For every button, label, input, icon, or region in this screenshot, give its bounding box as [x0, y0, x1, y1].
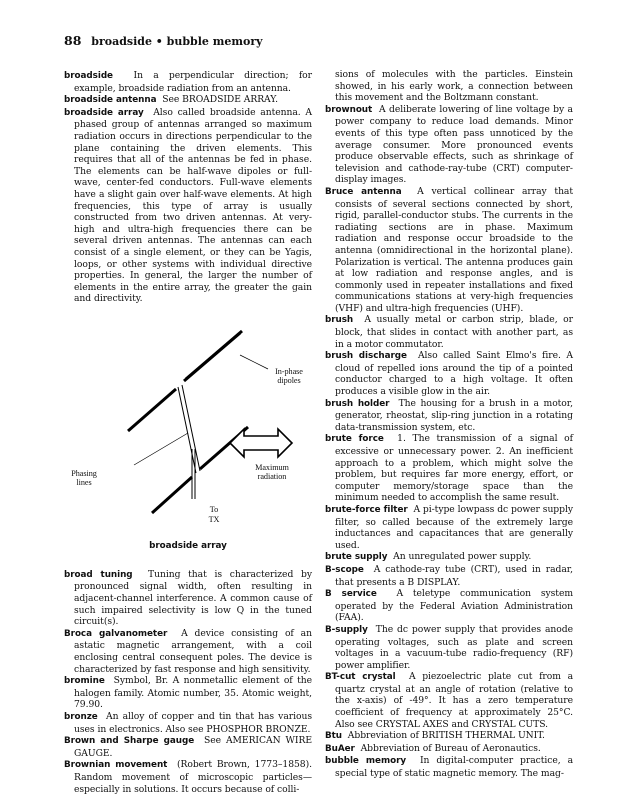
headword: brush discharge [325, 351, 407, 362]
label-phasing-lines: Phasing lines [71, 468, 97, 488]
definition: The dc power supply that provides anode operating voltages, such as plate and screen voltages in a vacuum-tube radio-frequency (RF) power amplifier. [335, 623, 574, 671]
left-column [64, 70, 312, 795]
running-title: broadside • bubble memory [91, 35, 263, 48]
definition: A pi-type lowpass dc power supply filter, so called because of the extremely large inductances and capacitances that are generally used. [335, 503, 573, 551]
broadside-array-diagram [64, 323, 312, 559]
definition: A piezoelectric plate cut from a quartz crystal at an angle of rotation (relative to the x-axis) of -49°. It has a zero temperature coefficient of frequency at approximately 25°C. Also see CRYSTAL AXES and CRYSTAL CUTS. [335, 671, 573, 730]
label-tx: TX [208, 514, 220, 524]
entry [64, 94, 312, 107]
definition: (Robert Brown, 1773–1858). Random movement of microscopic particles—especially in solutions. It occurs because of colli- [74, 759, 312, 795]
headword: brute supply [325, 552, 388, 563]
definition: An alloy of copper and tin that has various uses in electronics. Also see PHOSPHOR BRONZE. [74, 711, 312, 735]
entry [325, 624, 573, 671]
broadside-array-figure [64, 323, 312, 559]
leader-line [134, 433, 188, 465]
definition: A usually metal or carbon strip, blade, or block, that slides in contact with another part, as in a motor commutator. [335, 314, 573, 350]
entry [64, 569, 312, 628]
headword: broadside antenna [64, 95, 157, 106]
headword: BuAer [325, 743, 355, 754]
headword: bromine [64, 676, 105, 687]
entry [64, 107, 312, 305]
entry [325, 186, 573, 315]
dipole-element [152, 477, 192, 513]
definition: See AMERICAN WIRE GAUGE. [74, 735, 312, 759]
headword: bronze [64, 712, 98, 722]
definition: Symbol, Br. A nonmetallic element of the halogen family. Atomic number, 35. Atomic weight, 79.90. [74, 675, 312, 711]
phasing-line [182, 385, 200, 471]
entry [325, 564, 573, 588]
label-to: To [209, 504, 219, 514]
figure-caption: broadside array [149, 540, 227, 551]
entry [64, 711, 312, 735]
entry [325, 104, 573, 186]
headword: Brown and Sharpe gauge [64, 736, 195, 747]
headword: brownout [325, 104, 373, 115]
right-column [325, 69, 573, 780]
definition: Also called broadside antenna. A phased group of antennas arranged so maximum radiation occurs in directions perpendicular to the plane containing the driven elements. This requires that all of the antennas be fed in phase. The elements can be half-wave dipoles or full-wave, center-fed conductors. Full-wave elements have a slight gain over half-wave elements. At high frequencies, this type of array is usually constructed from two driven antennas. At very-high and ultra-high frequencies there can be several driven antennas. The antennas can each consist of a single element, or they can be Yagis, loops, or other systems with individual directive properties. In general, the larger the number of elements in the entire array, the greater the gain and directivity. [74, 106, 312, 305]
maximum-radiation-arrow [230, 429, 292, 457]
headword: B-supply [325, 624, 368, 635]
entry [325, 398, 573, 434]
headword: broad tuning [64, 569, 133, 580]
headword: Btu [325, 731, 343, 742]
definition: An unregulated power supply. [393, 551, 532, 563]
entry [64, 628, 312, 675]
entry [325, 743, 573, 756]
headword: BT-cut crystal [325, 672, 396, 683]
definition: Tuning that is characterized by pronounced signal width, often resulting in adjacent-channel interference. A common cause of such impaired selectivity is low Q in the tuned circuit(s). [74, 568, 312, 628]
definition: A device consisting of an astatic magnetic arrangement, with a coil enclosing central consequent poles. The device is characterized by fast response and high sensitivity. [74, 627, 312, 675]
definition: A deliberate lowering of line voltage by a power company to reduce load demands. Minor events of this type often pass unnoticed by the average consumer. More pronounced events produce observable effects, such as shrinkage of television and cathode-ray-tube (CRT) computer-display images. [335, 103, 573, 186]
definition: Abbreviation of Bureau of Aeronautics. [360, 742, 541, 754]
definition: A teletype communication system operated by the Federal Aviation Administration (FAA). [335, 588, 573, 624]
label-in-phase-dipoles: In-phase dipoles [275, 366, 303, 386]
entry [325, 504, 573, 551]
entry [64, 70, 312, 94]
definition: In a perpendicular direction; for example, broadside radiation from an antenna. [74, 70, 313, 94]
headword: brute force [325, 434, 384, 445]
entry-continuation: sions of molecules with the particles. Einstein showed, in his early work, a connection between this movement and the Boltzmann constant. [335, 69, 573, 104]
definition: A cathode-ray tube (CRT), used in radar, that presents a B DISPLAY. [335, 563, 573, 588]
headword: brute-force filter [325, 504, 408, 515]
definition: The housing for a brush in a motor, generator, rheostat, slip-ring junction in a rotating data-transmission system, etc. [335, 397, 573, 433]
entry [325, 730, 573, 743]
headword: Brownian movement [64, 760, 168, 771]
entry [64, 759, 312, 795]
headword: broadside array [64, 107, 144, 118]
headword: bubble memory [325, 756, 407, 767]
entry [325, 588, 573, 624]
definition: See BROADSIDE ARRAY. [162, 94, 278, 106]
page-number: 88 [64, 33, 82, 48]
dipole-element [184, 333, 240, 381]
headword: Broca galvanometer [64, 628, 168, 639]
phasing-line [178, 387, 196, 473]
definition: A vertical collinear array that consists of several sections connected by short, rigid, parallel-conductor stubs. The currents in the radiating sections are in phase. Maximum radiation and response occur broadside to the antenna (omnidirectional in the horizontal plane). Polarization is vertical. The antenna produces gain at low radiation and response angles, and is commonly used in repeater installations and fixed communications stations at very-high frequencies (VHF) and ultra-high frequencies (UHF). [335, 185, 574, 314]
label-maximum-radiation: Maximum radiation [255, 462, 289, 482]
entry [64, 735, 312, 759]
page-header [64, 33, 263, 48]
entry [325, 350, 573, 397]
entry [325, 671, 573, 730]
dipole-element [128, 389, 176, 431]
definition: In digital-computer practice, a special type of static magnetic memory. The mag- [335, 755, 574, 780]
headword: B service [325, 589, 377, 600]
entry [325, 433, 573, 504]
definition: Also called Saint Elmo's fire. A cloud of repelled ions around the tip of a pointed conductor charged to a high voltage. It often produces a visible glow in the air. [335, 350, 573, 398]
headword: brush [325, 315, 354, 326]
entry [325, 551, 573, 564]
entry [325, 755, 573, 779]
definition: 1. The transmission of a signal of excessive or unnecessary power. 2. An inefficient approach to a problem, which might solve the problem, but requires far more energy, effort, or computer memory/storage space than the minimum needed to accomplish the same result. [335, 433, 573, 504]
headword: B-scope [325, 564, 364, 575]
headword: brush holder [325, 398, 390, 409]
entry [64, 675, 312, 711]
headword: Bruce antenna [325, 186, 402, 197]
definition: Abbreviation of BRITISH THERMAL UNIT. [347, 730, 545, 742]
headword: broadside [64, 71, 113, 81]
entry [325, 314, 573, 350]
